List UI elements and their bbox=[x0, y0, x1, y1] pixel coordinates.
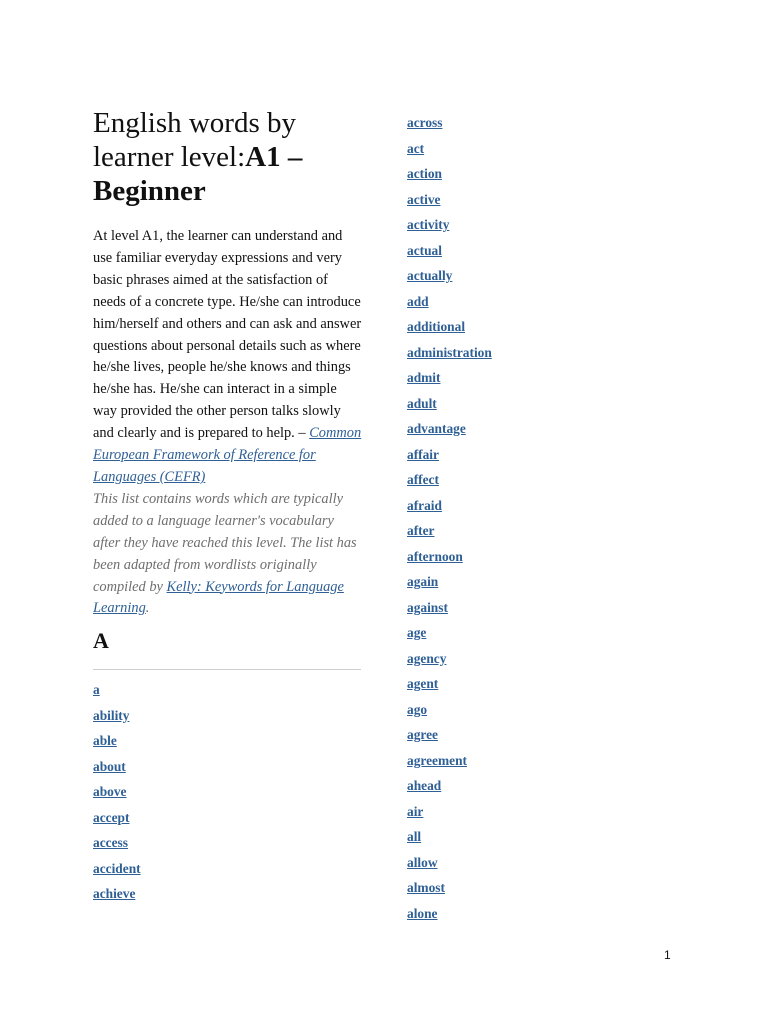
word-link[interactable]: accident bbox=[93, 860, 141, 876]
list-item bbox=[407, 493, 607, 519]
note-end: . bbox=[145, 600, 150, 617]
list-item bbox=[407, 136, 607, 162]
word-link[interactable]: action bbox=[407, 166, 442, 181]
word-link[interactable]: activity bbox=[407, 217, 450, 232]
list-item bbox=[93, 805, 363, 831]
word-link[interactable]: accept bbox=[93, 809, 130, 825]
list-item bbox=[407, 595, 607, 621]
list-note bbox=[93, 489, 363, 620]
word-link[interactable]: ability bbox=[93, 707, 130, 723]
word-link[interactable]: actual bbox=[407, 242, 442, 258]
word-link[interactable]: against bbox=[407, 599, 448, 615]
list-item bbox=[93, 703, 363, 729]
word-link[interactable]: age bbox=[407, 625, 427, 640]
list-item bbox=[407, 263, 607, 289]
list-item bbox=[407, 289, 607, 315]
word-link[interactable]: actually bbox=[407, 268, 453, 283]
page-number: 1 bbox=[664, 948, 671, 962]
word-link[interactable]: alone bbox=[407, 905, 438, 921]
list-item bbox=[407, 314, 607, 340]
intro-text: At level A1, the learner can understand and use familiar everyday expressions and very basic phrases aimed at the satisfaction of needs of a concrete type. He/she can introduce him/herself and others and can ask and answer questions about personal details such as where he/she lives, people he/she knows and things he/she has. He/she can interact in a simple way provided the other person talks slowly and clearly and is prepared to help. – bbox=[93, 228, 362, 442]
list-item bbox=[93, 779, 363, 805]
word-link[interactable]: act bbox=[407, 140, 425, 156]
list-item bbox=[407, 467, 607, 493]
list-item bbox=[93, 881, 363, 907]
word-list-left bbox=[93, 677, 363, 907]
word-link[interactable]: agent bbox=[407, 676, 439, 691]
list-item bbox=[407, 416, 607, 442]
word-link[interactable]: able bbox=[93, 733, 117, 749]
cefr-link[interactable]: Common European Framework of Reference for Languages (CEFR) bbox=[93, 425, 362, 485]
list-item bbox=[407, 442, 607, 468]
list-item bbox=[407, 569, 607, 595]
list-item bbox=[407, 646, 607, 672]
word-link[interactable]: affect bbox=[407, 472, 439, 487]
list-item bbox=[407, 671, 607, 697]
list-item bbox=[407, 544, 607, 570]
word-link[interactable]: about bbox=[93, 758, 126, 774]
list-item bbox=[407, 697, 607, 723]
right-column bbox=[407, 110, 607, 926]
word-link[interactable]: admit bbox=[407, 370, 441, 385]
word-link[interactable]: add bbox=[407, 293, 429, 309]
page-title bbox=[93, 106, 363, 208]
list-item bbox=[407, 620, 607, 646]
word-link[interactable]: allow bbox=[407, 854, 438, 870]
list-item bbox=[93, 830, 363, 856]
list-item bbox=[407, 875, 607, 901]
list-item bbox=[407, 722, 607, 748]
word-link[interactable]: all bbox=[407, 829, 422, 844]
word-link[interactable]: affair bbox=[407, 446, 439, 462]
word-link[interactable]: administration bbox=[407, 344, 492, 360]
word-link[interactable]: again bbox=[407, 574, 439, 589]
list-item bbox=[407, 850, 607, 876]
list-item bbox=[407, 161, 607, 187]
word-link[interactable]: active bbox=[407, 191, 441, 207]
word-link[interactable]: after bbox=[407, 523, 435, 538]
list-item bbox=[407, 238, 607, 264]
word-link[interactable]: air bbox=[407, 803, 424, 819]
list-item bbox=[93, 677, 363, 703]
list-item bbox=[407, 824, 607, 850]
list-item bbox=[93, 754, 363, 780]
list-item bbox=[407, 365, 607, 391]
word-link[interactable]: agreement bbox=[407, 752, 467, 768]
list-item bbox=[407, 901, 607, 927]
word-link[interactable]: a bbox=[93, 682, 100, 698]
list-item bbox=[407, 212, 607, 238]
title-part-1: English words by learner level: bbox=[93, 107, 296, 173]
word-link[interactable]: additional bbox=[407, 319, 466, 334]
title-part-2: A1 – Beginner bbox=[93, 141, 303, 207]
word-list-right bbox=[407, 110, 607, 926]
list-item bbox=[407, 110, 607, 136]
word-link[interactable]: ahead bbox=[407, 778, 442, 793]
intro-paragraph bbox=[93, 226, 363, 489]
left-column bbox=[93, 106, 363, 907]
kelly-link[interactable]: Kelly: Keywords for Language Learning bbox=[93, 578, 344, 617]
list-item bbox=[93, 856, 363, 882]
list-item bbox=[407, 799, 607, 825]
word-link[interactable]: agree bbox=[407, 727, 438, 742]
word-link[interactable]: afraid bbox=[407, 497, 442, 513]
letter-heading: A bbox=[93, 628, 109, 654]
list-item bbox=[407, 391, 607, 417]
list-item bbox=[407, 187, 607, 213]
list-item bbox=[93, 728, 363, 754]
list-item bbox=[407, 340, 607, 366]
word-link[interactable]: advantage bbox=[407, 421, 466, 436]
word-link[interactable]: access bbox=[93, 835, 128, 851]
word-link[interactable]: agency bbox=[407, 650, 447, 666]
word-link[interactable]: above bbox=[93, 784, 127, 800]
word-link[interactable]: across bbox=[407, 115, 443, 130]
list-item bbox=[407, 748, 607, 774]
word-link[interactable]: afternoon bbox=[407, 548, 463, 564]
word-link[interactable]: ago bbox=[407, 701, 428, 717]
word-link[interactable]: adult bbox=[407, 395, 437, 411]
heading-rule bbox=[93, 669, 361, 670]
word-link[interactable]: almost bbox=[407, 880, 445, 895]
note-text: This list contains words which are typically added to a language learner's vocabulary after they have reached this level. The list has been adapted from wordlists originally compiled by bbox=[93, 490, 357, 595]
list-item bbox=[407, 518, 607, 544]
list-item bbox=[407, 773, 607, 799]
word-link[interactable]: achieve bbox=[93, 886, 136, 902]
